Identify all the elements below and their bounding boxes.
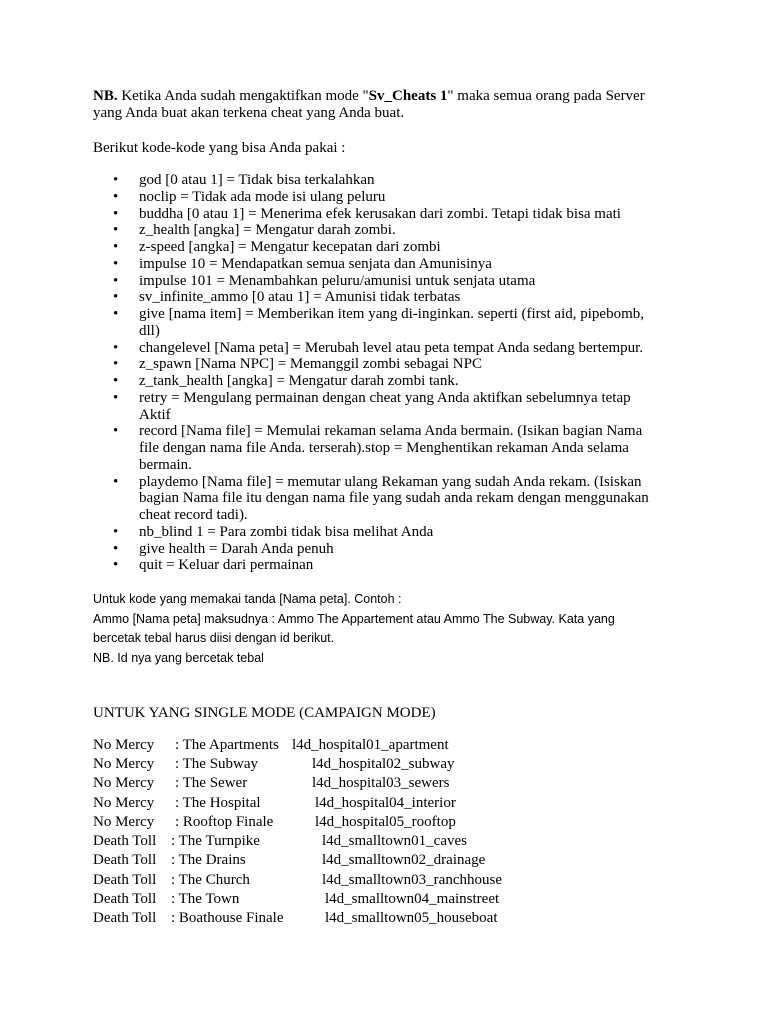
cheat-code-text: z_spawn [Nama NPC] = Memanggil zombi sebagai NPC xyxy=(139,356,482,373)
map-id: l4d_smalltown05_houseboat xyxy=(325,910,498,926)
chapter-name: : The Apartments xyxy=(175,737,279,753)
map-id: l4d_hospital02_subway xyxy=(312,756,455,772)
chapter-name: : The Church xyxy=(171,872,250,888)
cheat-code-item xyxy=(0,273,649,290)
intro-paragraph xyxy=(93,88,693,122)
cheat-code-item xyxy=(0,373,649,390)
campaign-name: Death Toll xyxy=(93,833,157,849)
cheat-code-text: quit = Keluar dari permainan xyxy=(139,557,314,574)
cheat-code-text: playdemo [Nama file] = memutar ulang Rekaman yang sudah Anda rekam. (Isiskan xyxy=(139,473,642,490)
campaign-name: No Mercy xyxy=(93,795,155,811)
intro-line-1 xyxy=(93,88,693,105)
bullet-icon: • xyxy=(113,523,119,540)
chapter-name: : The Subway xyxy=(175,756,259,772)
note-line: bercetak tebal harus diisi dengan id berikut. xyxy=(93,631,335,645)
cheat-code-text: record [Nama file] = Memulai rekaman selama Anda bermain. (Isikan bagian Nama xyxy=(139,423,643,440)
chapter-name: : Rooftop Finale xyxy=(175,814,274,830)
cheat-code-list xyxy=(0,172,649,574)
campaign-name: Death Toll xyxy=(93,852,157,868)
bullet-icon: • xyxy=(113,255,119,272)
cheat-code-text: file dengan nama file Anda. terserah).stop = Menghentikan rekaman Anda selama xyxy=(139,440,629,456)
cheat-code-text: bagian Nama file itu dengan nama file yang sudah anda rekam dengan menggunakan xyxy=(139,490,649,507)
cheat-code-text: z_health [angka] = Mengatur darah zombi. xyxy=(139,222,396,239)
cheat-code-item xyxy=(0,256,649,273)
cheat-code-item xyxy=(0,206,649,223)
codes-intro: Berikut kode-kode yang bisa Anda pakai : xyxy=(93,140,346,156)
bullet-icon: • xyxy=(113,272,119,289)
campaign-name: No Mercy xyxy=(93,775,155,791)
intro-text-b: " maka semua orang pada Server xyxy=(447,88,645,104)
cheat-code-item xyxy=(0,239,649,256)
chapter-name: : The Sewer xyxy=(175,775,248,791)
note-line: Untuk kode yang memakai tanda [Nama peta]. Contoh : xyxy=(93,592,402,606)
intro-text-a: Ketika Anda sudah mengaktifkan mode " xyxy=(117,88,369,104)
cheat-code-text: god [0 atau 1] = Tidak bisa terkalahkan xyxy=(139,172,375,188)
single-mode-heading: UNTUK YANG SINGLE MODE (CAMPAIGN MODE) xyxy=(93,705,436,721)
bullet-icon: • xyxy=(113,339,119,356)
chapter-name: : The Hospital xyxy=(175,795,261,811)
cheat-code-text: give [nama item] = Memberikan item yang di-inginkan. seperti (first aid, pipebomb, xyxy=(139,306,644,322)
note-line: NB. Id nya yang bercetak tebal xyxy=(93,650,264,665)
cheat-code-item xyxy=(0,289,649,306)
cheat-code-text: bermain. xyxy=(139,456,192,473)
bullet-icon: • xyxy=(113,306,119,322)
bullet-icon: • xyxy=(113,239,119,255)
cheat-code-text: retry = Mengulang permainan dengan cheat yang Anda aktifkan sebelumnya tetap xyxy=(139,389,631,406)
campaign-name: No Mercy xyxy=(93,814,155,830)
bullet-icon: • xyxy=(113,473,119,490)
campaign-name: No Mercy xyxy=(93,756,155,772)
bullet-icon: • xyxy=(113,540,119,557)
map-id: l4d_smalltown02_drainage xyxy=(322,852,486,868)
chapter-name: : The Town xyxy=(171,891,240,907)
map-id: l4d_smalltown03_ranchhouse xyxy=(322,872,502,888)
cheat-code-text: noclip = Tidak ada mode isi ulang peluru xyxy=(139,188,386,205)
cheat-code-text: Aktif xyxy=(139,406,171,423)
cheat-code-item xyxy=(0,474,649,524)
map-id: l4d_smalltown01_caves xyxy=(322,833,467,849)
campaign-name: Death Toll xyxy=(93,910,157,926)
intro-line-2: yang Anda buat akan terkena cheat yang Anda buat. xyxy=(93,105,405,121)
map-id: l4d_hospital03_sewers xyxy=(312,775,450,791)
map-id: l4d_smalltown04_mainstreet xyxy=(325,891,500,907)
cheat-code-text: cheat record tadi). xyxy=(139,507,248,523)
bullet-icon: • xyxy=(113,205,119,222)
bullet-icon: • xyxy=(113,188,119,205)
cheat-code-item xyxy=(0,390,649,424)
map-id: l4d_hospital01_apartment xyxy=(292,737,449,753)
chapter-name: : The Turnpike xyxy=(171,833,260,849)
bullet-icon: • xyxy=(113,222,119,239)
bullet-icon: • xyxy=(113,373,119,389)
bullet-icon: • xyxy=(113,356,119,373)
cheat-code-text: impulse 10 = Mendapatkan semua senjata dan Amunisinya xyxy=(139,255,492,272)
cheat-code-text: buddha [0 atau 1] = Menerima efek kerusakan dari zombi. Tetapi tidak bisa mati xyxy=(139,205,621,222)
map-id: l4d_hospital05_rooftop xyxy=(315,814,456,830)
campaign-name: Death Toll xyxy=(93,891,157,907)
cheat-code-text: z_tank_health [angka] = Mengatur darah zombi tank. xyxy=(139,373,459,389)
cheat-code-item xyxy=(0,423,649,473)
cheat-code-text: give health = Darah Anda penuh xyxy=(139,540,334,557)
cheat-code-text: sv_infinite_ammo [0 atau 1] = Amunisi tidak terbatas xyxy=(139,289,461,306)
cheat-code-text: z-speed [angka] = Mengatur kecepatan dari zombi xyxy=(139,239,441,255)
map-name-note xyxy=(93,590,615,668)
note-line: Ammo [Nama peta] maksudnya : Ammo The Appartement atau Ammo The Subway. Kata yang xyxy=(93,611,615,626)
cheat-code-item xyxy=(0,541,649,558)
campaign-name: Death Toll xyxy=(93,872,157,888)
bullet-icon: • xyxy=(113,557,119,574)
cheat-code-item xyxy=(0,356,649,373)
cheat-code-item xyxy=(0,557,649,574)
cheat-mode-name: Sv_Cheats 1 xyxy=(368,88,448,104)
map-id: l4d_hospital04_interior xyxy=(315,795,456,811)
chapter-name: : Boathouse Finale xyxy=(171,910,284,926)
cheat-code-item xyxy=(0,222,649,239)
cheat-code-text: impulse 101 = Menambahkan peluru/amunisi untuk senjata utama xyxy=(139,272,536,289)
cheat-code-text: changelevel [Nama peta] = Merubah level atau peta tempat Anda sedang bertempur. xyxy=(139,339,644,356)
nb-label: NB. xyxy=(93,88,118,104)
cheat-code-item xyxy=(0,340,649,357)
cheat-code-text: dll) xyxy=(139,322,160,339)
bullet-icon: • xyxy=(113,289,119,306)
bullet-icon: • xyxy=(113,423,119,440)
cheat-code-text: nb_blind 1 = Para zombi tidak bisa melihat Anda xyxy=(139,523,434,540)
bullet-icon: • xyxy=(113,172,119,188)
chapter-name: : The Drains xyxy=(171,852,246,868)
cheat-code-item xyxy=(0,306,649,340)
bullet-icon: • xyxy=(113,389,119,406)
cheat-code-item xyxy=(0,172,649,189)
cheat-code-item xyxy=(0,524,649,541)
campaign-name: No Mercy xyxy=(93,737,155,753)
cheat-code-item xyxy=(0,189,649,206)
